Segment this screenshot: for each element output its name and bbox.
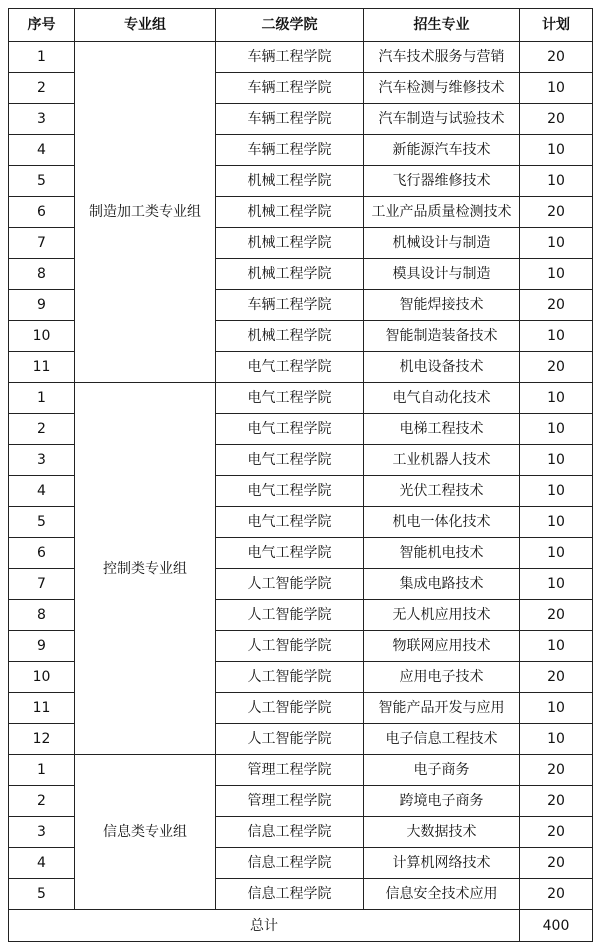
college-cell: 电气工程学院 bbox=[216, 352, 364, 383]
major-cell: 机电一体化技术 bbox=[364, 507, 520, 538]
seq-cell: 7 bbox=[9, 228, 75, 259]
plan-cell: 10 bbox=[520, 321, 593, 352]
plan-cell: 20 bbox=[520, 600, 593, 631]
major-cell: 机电设备技术 bbox=[364, 352, 520, 383]
major-cell: 电子信息工程技术 bbox=[364, 724, 520, 755]
college-cell: 电气工程学院 bbox=[216, 383, 364, 414]
seq-cell: 5 bbox=[9, 166, 75, 197]
major-cell: 智能机电技术 bbox=[364, 538, 520, 569]
group-name-cell: 信息类专业组 bbox=[75, 755, 216, 910]
header-major: 招生专业 bbox=[364, 9, 520, 42]
seq-cell: 2 bbox=[9, 73, 75, 104]
seq-cell: 5 bbox=[9, 507, 75, 538]
plan-cell: 20 bbox=[520, 755, 593, 786]
plan-cell: 10 bbox=[520, 383, 593, 414]
major-cell: 汽车制造与试验技术 bbox=[364, 104, 520, 135]
plan-cell: 10 bbox=[520, 693, 593, 724]
plan-cell: 20 bbox=[520, 879, 593, 910]
college-cell: 管理工程学院 bbox=[216, 786, 364, 817]
plan-cell: 20 bbox=[520, 42, 593, 73]
plan-cell: 10 bbox=[520, 445, 593, 476]
seq-cell: 4 bbox=[9, 135, 75, 166]
group-name-cell: 制造加工类专业组 bbox=[75, 42, 216, 383]
college-cell: 电气工程学院 bbox=[216, 538, 364, 569]
major-cell: 工业机器人技术 bbox=[364, 445, 520, 476]
major-cell: 集成电路技术 bbox=[364, 569, 520, 600]
plan-cell: 20 bbox=[520, 786, 593, 817]
college-cell: 电气工程学院 bbox=[216, 445, 364, 476]
college-cell: 信息工程学院 bbox=[216, 879, 364, 910]
seq-cell: 2 bbox=[9, 414, 75, 445]
seq-cell: 10 bbox=[9, 662, 75, 693]
seq-cell: 3 bbox=[9, 445, 75, 476]
college-cell: 管理工程学院 bbox=[216, 755, 364, 786]
college-cell: 人工智能学院 bbox=[216, 631, 364, 662]
plan-cell: 10 bbox=[520, 414, 593, 445]
major-cell: 大数据技术 bbox=[364, 817, 520, 848]
seq-cell: 12 bbox=[9, 724, 75, 755]
major-cell: 飞行器维修技术 bbox=[364, 166, 520, 197]
total-label: 总计 bbox=[9, 910, 520, 942]
plan-cell: 10 bbox=[520, 569, 593, 600]
seq-cell: 10 bbox=[9, 321, 75, 352]
plan-cell: 10 bbox=[520, 166, 593, 197]
plan-cell: 20 bbox=[520, 662, 593, 693]
major-cell: 智能制造装备技术 bbox=[364, 321, 520, 352]
major-cell: 物联网应用技术 bbox=[364, 631, 520, 662]
major-cell: 无人机应用技术 bbox=[364, 600, 520, 631]
college-cell: 机械工程学院 bbox=[216, 321, 364, 352]
college-cell: 机械工程学院 bbox=[216, 228, 364, 259]
table-footer bbox=[9, 910, 593, 942]
header-college: 二级学院 bbox=[216, 9, 364, 42]
header-row bbox=[9, 9, 593, 42]
college-cell: 电气工程学院 bbox=[216, 414, 364, 445]
plan-cell: 20 bbox=[520, 290, 593, 321]
seq-cell: 8 bbox=[9, 600, 75, 631]
college-cell: 电气工程学院 bbox=[216, 507, 364, 538]
college-cell: 车辆工程学院 bbox=[216, 290, 364, 321]
major-cell: 新能源汽车技术 bbox=[364, 135, 520, 166]
plan-cell: 20 bbox=[520, 352, 593, 383]
plan-cell: 20 bbox=[520, 104, 593, 135]
college-cell: 人工智能学院 bbox=[216, 600, 364, 631]
plan-cell: 10 bbox=[520, 259, 593, 290]
header-seq: 序号 bbox=[9, 9, 75, 42]
seq-cell: 3 bbox=[9, 817, 75, 848]
seq-cell: 5 bbox=[9, 879, 75, 910]
seq-cell: 1 bbox=[9, 755, 75, 786]
total-value: 400 bbox=[520, 910, 593, 942]
major-cell: 应用电子技术 bbox=[364, 662, 520, 693]
college-cell: 人工智能学院 bbox=[216, 662, 364, 693]
college-cell: 机械工程学院 bbox=[216, 259, 364, 290]
major-cell: 跨境电子商务 bbox=[364, 786, 520, 817]
college-cell: 机械工程学院 bbox=[216, 166, 364, 197]
table-row bbox=[9, 383, 593, 414]
major-cell: 光伏工程技术 bbox=[364, 476, 520, 507]
major-cell: 智能产品开发与应用 bbox=[364, 693, 520, 724]
college-cell: 车辆工程学院 bbox=[216, 42, 364, 73]
seq-cell: 9 bbox=[9, 290, 75, 321]
seq-cell: 1 bbox=[9, 383, 75, 414]
major-cell: 模具设计与制造 bbox=[364, 259, 520, 290]
total-row bbox=[9, 910, 593, 942]
table-body bbox=[9, 42, 593, 910]
college-cell: 人工智能学院 bbox=[216, 693, 364, 724]
plan-cell: 20 bbox=[520, 817, 593, 848]
seq-cell: 1 bbox=[9, 42, 75, 73]
table-row bbox=[9, 42, 593, 73]
college-cell: 人工智能学院 bbox=[216, 724, 364, 755]
plan-cell: 10 bbox=[520, 724, 593, 755]
table-header bbox=[9, 9, 593, 42]
seq-cell: 6 bbox=[9, 197, 75, 228]
enrollment-plan-table bbox=[8, 8, 593, 942]
seq-cell: 8 bbox=[9, 259, 75, 290]
college-cell: 车辆工程学院 bbox=[216, 73, 364, 104]
seq-cell: 7 bbox=[9, 569, 75, 600]
header-group: 专业组 bbox=[75, 9, 216, 42]
major-cell: 汽车检测与维修技术 bbox=[364, 73, 520, 104]
seq-cell: 11 bbox=[9, 693, 75, 724]
plan-cell: 10 bbox=[520, 631, 593, 662]
major-cell: 工业产品质量检测技术 bbox=[364, 197, 520, 228]
major-cell: 信息安全技术应用 bbox=[364, 879, 520, 910]
plan-cell: 10 bbox=[520, 228, 593, 259]
major-cell: 计算机网络技术 bbox=[364, 848, 520, 879]
seq-cell: 4 bbox=[9, 476, 75, 507]
major-cell: 电气自动化技术 bbox=[364, 383, 520, 414]
major-cell: 汽车技术服务与营销 bbox=[364, 42, 520, 73]
major-cell: 电子商务 bbox=[364, 755, 520, 786]
seq-cell: 11 bbox=[9, 352, 75, 383]
seq-cell: 9 bbox=[9, 631, 75, 662]
header-plan: 计划 bbox=[520, 9, 593, 42]
table-row bbox=[9, 755, 593, 786]
seq-cell: 3 bbox=[9, 104, 75, 135]
plan-cell: 10 bbox=[520, 476, 593, 507]
plan-cell: 20 bbox=[520, 848, 593, 879]
major-cell: 智能焊接技术 bbox=[364, 290, 520, 321]
plan-cell: 20 bbox=[520, 197, 593, 228]
college-cell: 信息工程学院 bbox=[216, 848, 364, 879]
college-cell: 人工智能学院 bbox=[216, 569, 364, 600]
college-cell: 电气工程学院 bbox=[216, 476, 364, 507]
group-name-cell: 控制类专业组 bbox=[75, 383, 216, 755]
seq-cell: 6 bbox=[9, 538, 75, 569]
college-cell: 机械工程学院 bbox=[216, 197, 364, 228]
college-cell: 信息工程学院 bbox=[216, 817, 364, 848]
seq-cell: 4 bbox=[9, 848, 75, 879]
plan-cell: 10 bbox=[520, 538, 593, 569]
major-cell: 电梯工程技术 bbox=[364, 414, 520, 445]
major-cell: 机械设计与制造 bbox=[364, 228, 520, 259]
plan-cell: 10 bbox=[520, 507, 593, 538]
plan-cell: 10 bbox=[520, 73, 593, 104]
college-cell: 车辆工程学院 bbox=[216, 135, 364, 166]
enrollment-plan-sheet bbox=[8, 8, 592, 942]
seq-cell: 2 bbox=[9, 786, 75, 817]
college-cell: 车辆工程学院 bbox=[216, 104, 364, 135]
plan-cell: 10 bbox=[520, 135, 593, 166]
